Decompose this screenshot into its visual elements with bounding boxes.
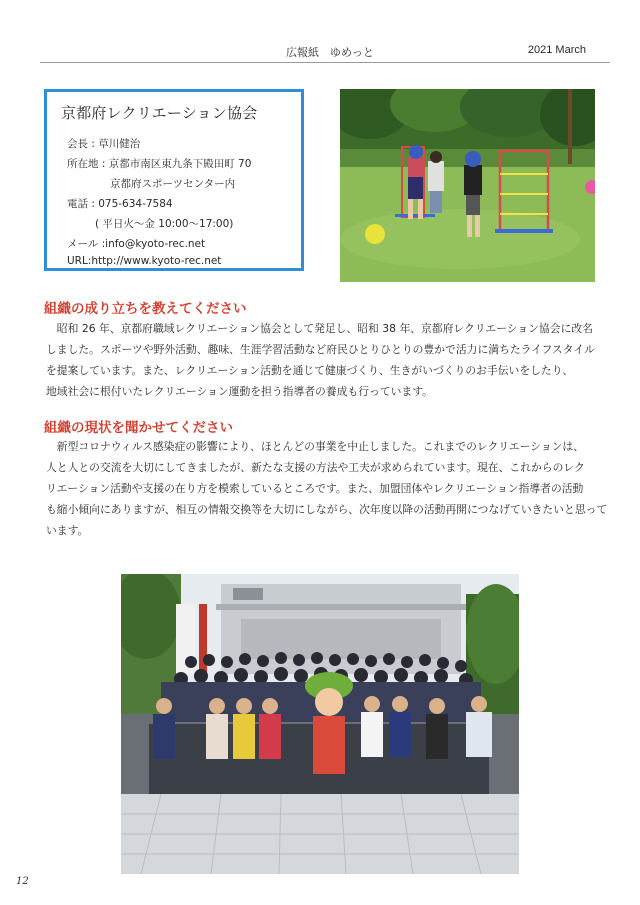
page-number: 12 [16, 876, 29, 887]
section-heading-current: 組織の現状を聞かせてください [44, 420, 233, 436]
page-header [40, 44, 610, 64]
group-photo [121, 574, 519, 874]
paragraph-line: も縮小傾向にありますが、相互の情報交換等を大切にしながら、次年度以降の活動再開につなげていきたいと思って [46, 503, 608, 516]
paragraph-line: 人と人との交流を大切にしてきましたが、新たな支援の方法や工夫が求められています。現在、これからのレク [46, 461, 585, 474]
paragraph-line: 地域社会に根付いたレクリエーション運動を担う指導者の養成も行っています。 [46, 385, 433, 398]
section-body-history [46, 318, 606, 402]
info-hours: ( 平日火～金 10:00～17:00) [95, 218, 234, 230]
paragraph-line: 昭和 26 年、京都府職域レクリエーション協会として発足し、昭和 38 年、京都府レクリエーション協会に改名 [46, 322, 593, 335]
section-body-current [46, 436, 606, 541]
info-address-building: 京都府スポーツセンター内 [110, 178, 236, 190]
info-url: URL:http://www.kyoto-rec.net [67, 255, 222, 267]
issue-date: 2021 March [527, 44, 586, 56]
paragraph-line: しました。スポーツや野外活動、趣味、生涯学習活動など府民ひとりひとりの豊かで活力に満ちたライフスタイル [46, 343, 595, 356]
paragraph-line: を提案しています。また、レクリエーション活動を通じて健康づくり、生きがいづくりのお手伝いをしたり、 [46, 364, 574, 377]
park-activity-photo [340, 89, 595, 282]
paragraph-line: リエーション活動や支援の在り方を模索しているところです。また、加盟団体やレクリエーション指導者の活動 [46, 482, 584, 495]
info-chairman: 会長 : 草川健治 [67, 138, 141, 150]
info-email: メール :info@kyoto-rec.net [67, 238, 206, 250]
info-address: 所在地 : 京都市南区東九条下殿田町 70 [67, 158, 252, 170]
info-phone: 電話 : 075-634-7584 [67, 198, 173, 210]
header-divider [40, 62, 610, 63]
paragraph-line: 新型コロナウィルス感染症の影響により、ほとんどの事業を中止しました。これまでのレクリエーションは、 [46, 440, 585, 453]
section-heading-history: 組織の成り立ちを教えてください [44, 301, 247, 317]
organization-info-box [44, 89, 304, 271]
newsletter-title: 広報紙 ゆめっと [286, 46, 374, 59]
paragraph-line: います。 [46, 524, 89, 537]
organization-name: 京都府レクリエーション協会 [61, 104, 258, 122]
